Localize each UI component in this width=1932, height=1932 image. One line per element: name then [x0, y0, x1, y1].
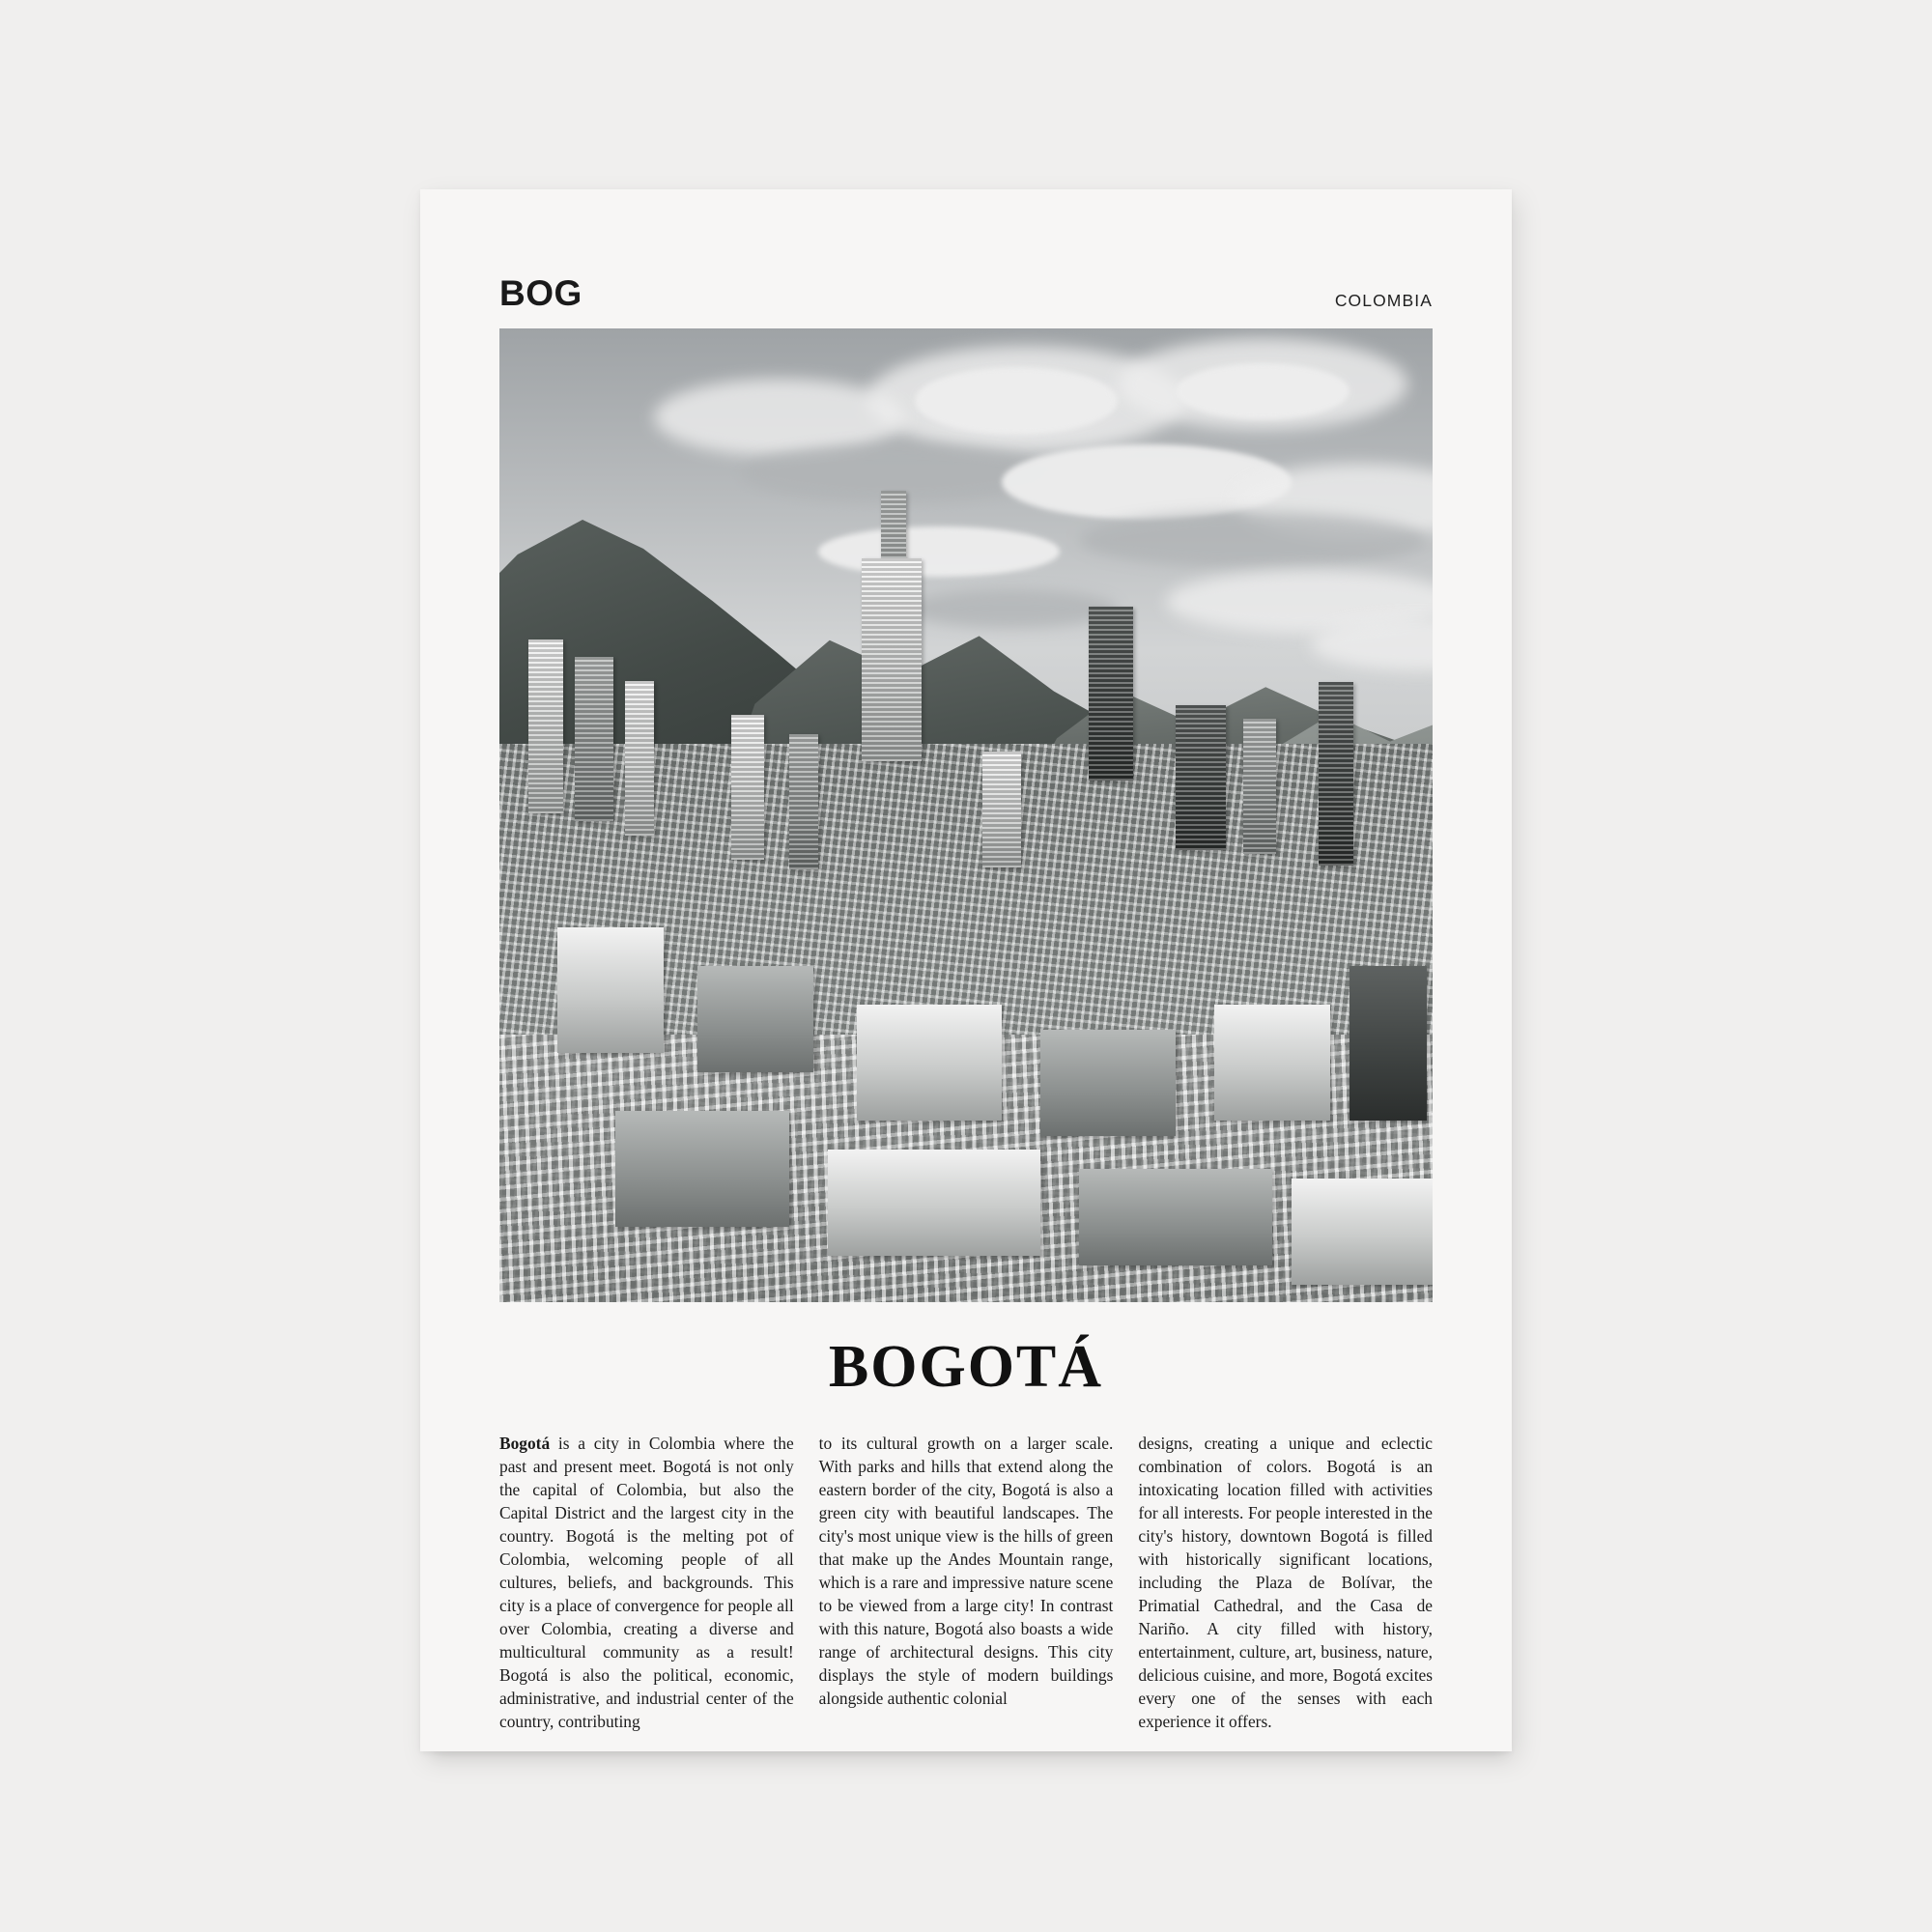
cloud [905, 589, 1118, 628]
airport-code: BOG [499, 273, 582, 313]
poster-sheet [420, 189, 1512, 1751]
building-block [697, 966, 813, 1072]
country-label: COLOMBIA [1334, 290, 1433, 310]
tower-windows [731, 715, 764, 860]
tower-windows [1089, 607, 1133, 781]
building-block [615, 1111, 789, 1227]
tower-windows [625, 681, 654, 836]
building-block [1079, 1169, 1272, 1265]
body-lead-word: Bogotá [499, 1434, 551, 1453]
tower [625, 681, 654, 836]
body-column-2 [819, 1432, 1114, 1733]
body-column-1 [499, 1432, 794, 1733]
tower-windows [789, 734, 818, 869]
tower-windows [575, 657, 613, 821]
building-block [1350, 966, 1427, 1121]
tower-windows [1176, 705, 1226, 850]
building-block [828, 1150, 1040, 1256]
tower-windows [1319, 682, 1353, 866]
city-title: BOGOTÁ [828, 1334, 1104, 1400]
building-block [857, 1005, 1002, 1121]
photo-canvas [499, 328, 1433, 1302]
body-columns [499, 1432, 1433, 1733]
building-block [1292, 1179, 1433, 1285]
tower-windows [862, 558, 922, 761]
body-text-1: is a city in Colombia where the past and present meet. Bogotá is not only the capital of Colombia, but also the Capital District and the largest city in the country. Bogotá is the melting pot of Colombia, welcoming people of all cultures, beliefs, and backgrounds. This city is a place of convergence for people all over Colombia, creating a diverse and multicultural community as a result! Bogotá is also the political, economic, administrative, and industrial center of the country, contributing [499, 1434, 794, 1732]
body-text-2: to its cultural growth on a larger scale. With parks and hills that extend along the eastern border of the city, Bogotá is also a green city with beautiful landscapes. The city's most unique view is the hills of green that make up the Andes Mountain range, which is a rare and impressive nature scene to be viewed from a large city! In contrast with this nature, Bogotá also boasts a wide range of architectural designs. This city displays the style of modern buildings alongside authentic colonial [818, 1434, 1114, 1709]
tower [789, 734, 818, 869]
cloud [1079, 512, 1427, 568]
tower [862, 558, 922, 761]
poster-content [499, 270, 1434, 1732]
body-text-3: designs, creating a unique and eclectic combination of colors. Bogotá is an intoxicating location filled with activities for all interests. For people interested in the city's history, downtown Bogotá is filled with historically significant locations, including the Plaza de Bolívar, the Primatial Cathedral, and the Casa de Nariño. A city filled with history, entertainment, culture, art, business, nature, delicious cuisine, and more, Bogotá excites every one of the senses with each experience it offers. [1138, 1434, 1434, 1732]
building-block [557, 927, 664, 1053]
tower [528, 639, 563, 813]
body-column-3 [1138, 1432, 1433, 1733]
tower [982, 752, 1021, 867]
tower [1243, 719, 1276, 854]
building-block [1040, 1030, 1176, 1136]
tower [575, 657, 613, 821]
tower [731, 715, 764, 860]
tower [1089, 607, 1133, 781]
city-photograph [499, 328, 1433, 1302]
cloud [915, 367, 1118, 435]
building-block [1214, 1005, 1330, 1121]
tower [1176, 705, 1226, 850]
tower-windows [528, 639, 563, 813]
cloud [1176, 363, 1350, 419]
cloud [818, 526, 1060, 577]
tower-windows [1243, 719, 1276, 854]
poster-header [499, 270, 1433, 311]
tower-windows [982, 752, 1021, 867]
tower [1319, 682, 1353, 866]
